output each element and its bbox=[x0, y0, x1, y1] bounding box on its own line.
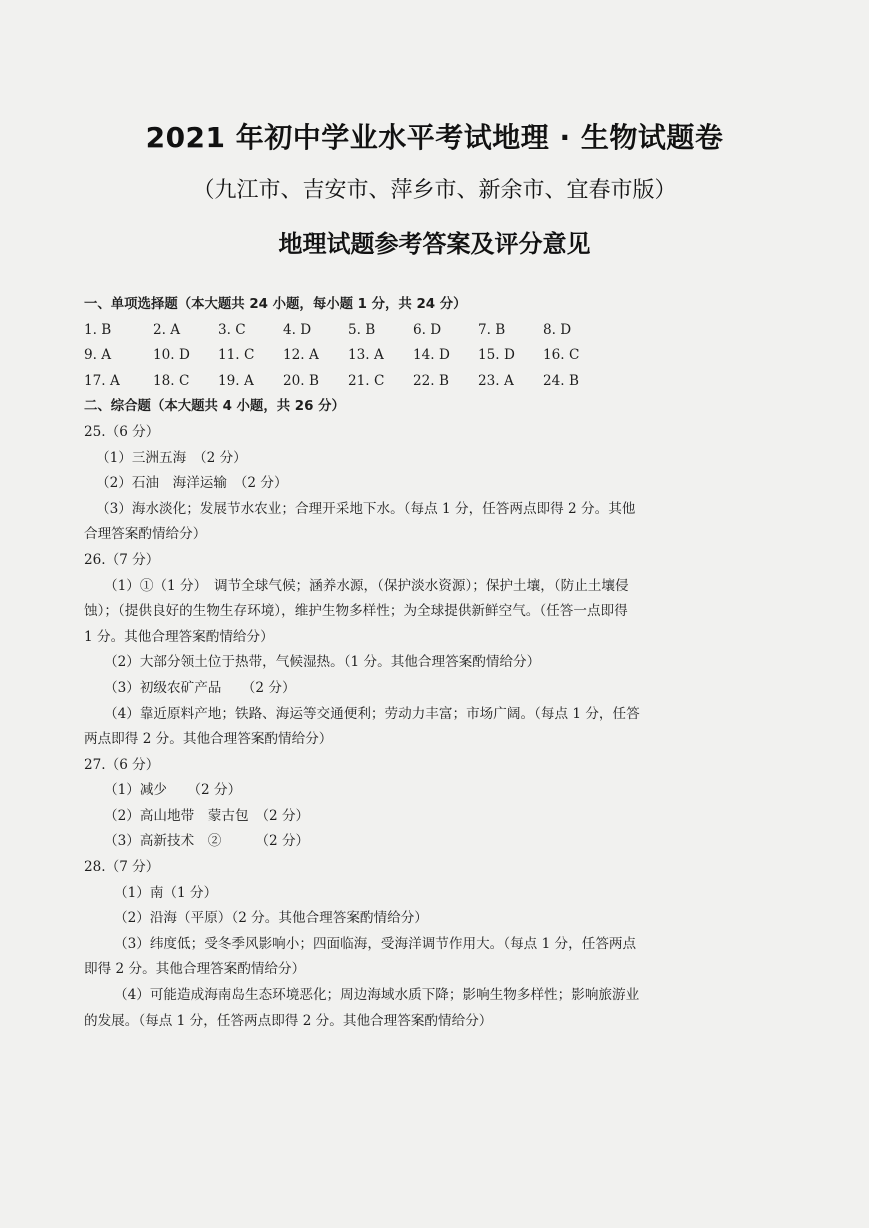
q26-answer-1-line2: 蚀）；（提供良好的生物生存环境），维护生物多样性；为全球提供新鲜空气。（任答一点即得 bbox=[84, 603, 628, 620]
exam-title: 2021 年初中学业水平考试地理 · 生物试题卷 bbox=[145, 121, 724, 154]
section1-heading: 一、单项选择题（本大题共 24 小题，每小题 1 分，共 24 分） bbox=[84, 297, 467, 312]
answer-item: 2. A bbox=[153, 321, 181, 338]
q26-answer-2: （2）大部分领土位于热带，气候湿热。（1 分。其他合理答案酌情给分） bbox=[104, 654, 541, 671]
answer-item: 18. C bbox=[153, 372, 190, 389]
q27-answer-1: （1）减少 （2 分） bbox=[104, 782, 242, 799]
q26-answer-4-line1: （4）靠近原料产地；铁路、海运等交通便利；劳动力丰富；市场广阔。（每点 1 分，任答 bbox=[104, 705, 640, 722]
answer-item: 20. B bbox=[283, 372, 319, 389]
answer-content bbox=[84, 292, 774, 1034]
answer-item: 12. A bbox=[283, 347, 319, 364]
answer-item: 1. B bbox=[84, 321, 112, 338]
answer-row-1 bbox=[84, 318, 774, 344]
q28-answer-1: （1）南（1 分） bbox=[114, 884, 218, 901]
answer-item: 15. D bbox=[478, 347, 515, 364]
q26-answer-4-line2: 两点即得 2 分。其他合理答案酌情给分） bbox=[84, 731, 333, 748]
q25-answer-1: （1）三洲五海 （2 分） bbox=[96, 449, 247, 466]
q27-answer-3: （3）高新技术 ② （2 分） bbox=[104, 833, 310, 850]
q27-answer-2: （2）高山地带 蒙古包 （2 分） bbox=[104, 807, 310, 824]
answer-item: 10. D bbox=[153, 347, 190, 364]
answer-item: 3. C bbox=[218, 321, 246, 338]
q28-answer-3-line2: 即得 2 分。其他合理答案酌情给分） bbox=[84, 961, 306, 978]
answer-item: 4. D bbox=[283, 321, 312, 338]
region-subtitle: （九江市、吉安市、萍乡市、新余市、宜春市版） bbox=[192, 178, 677, 203]
answer-item: 22. B bbox=[413, 372, 449, 389]
answer-item: 5. B bbox=[348, 321, 376, 338]
answer-row-2 bbox=[84, 343, 774, 369]
answer-item: 14. D bbox=[413, 347, 450, 364]
question-28-heading: 28.（7 分） bbox=[84, 859, 160, 876]
answer-item: 13. A bbox=[348, 347, 384, 364]
q28-answer-4-line2: 的发展。（每点 1 分，任答两点即得 2 分。其他合理答案酌情给分） bbox=[84, 1012, 493, 1029]
answer-item: 21. C bbox=[348, 372, 385, 389]
q28-answer-3-line1: （3）纬度低；受冬季风影响小；四面临海，受海洋调节作用大。（每点 1 分，任答两点 bbox=[114, 935, 637, 952]
question-27-heading: 27.（6 分） bbox=[84, 756, 160, 773]
answer-item: 19. A bbox=[218, 372, 254, 389]
answer-row-3 bbox=[84, 369, 774, 395]
answer-item: 9. A bbox=[84, 347, 112, 364]
q25-answer-3-line2: 合理答案酌情给分） bbox=[84, 526, 207, 543]
answer-item: 6. D bbox=[413, 321, 442, 338]
q28-answer-4-line1: （4）可能造成海南岛生态环境恶化；周边海域水质下降；影响生物多样性；影响旅游业 bbox=[114, 987, 640, 1004]
document-title: 地理试题参考答案及评分意见 bbox=[278, 230, 591, 258]
answer-item: 23. A bbox=[478, 372, 514, 389]
answer-item: 11. C bbox=[218, 347, 255, 364]
q26-answer-1-line1: （1）①（1 分） 调节全球气候；涵养水源，（保护淡水资源）；保护土壤，（防止土壤侵 bbox=[104, 577, 629, 594]
q26-answer-3: （3）初级农矿产品 （2 分） bbox=[104, 679, 296, 696]
question-26-heading: 26.（7 分） bbox=[84, 551, 160, 568]
q25-answer-2: （2）石油 海洋运输 （2 分） bbox=[96, 475, 288, 492]
q28-answer-2: （2）沿海（平原）（2 分。其他合理答案酌情给分） bbox=[114, 910, 428, 927]
section2-heading: 二、综合题（本大题共 4 小题，共 26 分） bbox=[84, 399, 345, 415]
q26-answer-1-line3: 1 分。其他合理答案酌情给分） bbox=[84, 628, 274, 645]
answer-item: 7. B bbox=[478, 321, 506, 338]
answer-item: 8. D bbox=[543, 321, 572, 338]
question-25-heading: 25.（6 分） bbox=[84, 423, 160, 440]
answer-item: 24. B bbox=[543, 372, 579, 389]
q25-answer-3-line1: （3）海水淡化；发展节水农业；合理开采地下水。（每点 1 分，任答两点即得 2 分。其他 bbox=[96, 500, 636, 517]
answer-item: 16. C bbox=[543, 347, 580, 364]
answer-item: 17. A bbox=[84, 372, 120, 389]
